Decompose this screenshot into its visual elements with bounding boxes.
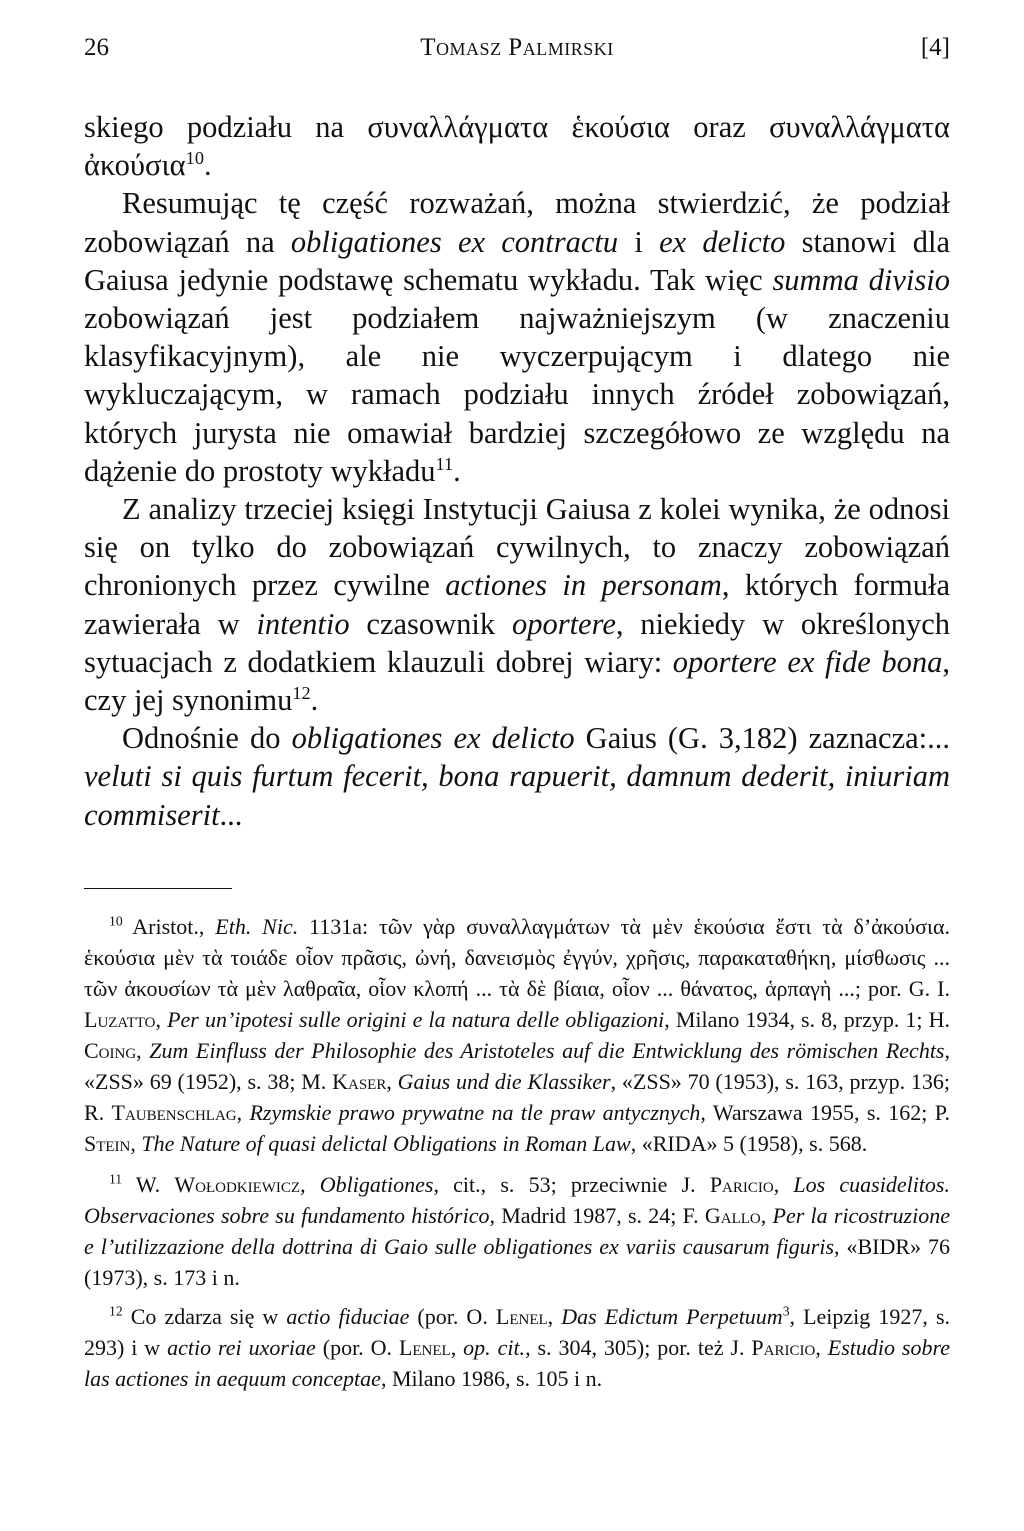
text-run: , (773, 1171, 794, 1197)
text-run: . (203, 148, 212, 183)
footnote-number: 10 (109, 913, 123, 929)
author-name: Paricio (751, 1334, 816, 1360)
text-run: 1131a: (298, 913, 380, 939)
italic-term: obligationes ex delicto (291, 721, 575, 756)
italic-term: ex delicto (659, 224, 786, 259)
text-run: , Leipzig 1927, s. 293) i w (84, 1303, 951, 1360)
text-run: , (155, 1006, 168, 1032)
footnote-10 (84, 911, 950, 1159)
italic-term: summa divisio (772, 262, 950, 297)
italic-term: obligationes ex contractu (290, 224, 619, 259)
text-run: Odnośnie do (122, 721, 292, 756)
author-name: Coing (84, 1037, 137, 1063)
text-run: , «ZSS» 69 (1952), s. 38; M. (84, 1037, 950, 1094)
greek-term: συναλλάγματα ἑκούσια (367, 110, 671, 144)
paragraph-3 (84, 490, 950, 719)
author-name: Stein (84, 1130, 131, 1156)
text-run: ... (219, 797, 243, 832)
footnote-number: 12 (109, 1303, 123, 1319)
text-run: , (136, 1037, 150, 1063)
paragraph-2 (84, 184, 950, 490)
author-name: Wołodkiewicz (174, 1171, 301, 1197)
italic-title: Zum Einfluss der Philosophie des Aristoteles auf die Entwicklung des römischen Rechts (149, 1037, 945, 1063)
italic-title: Per la ricostruzione e l’utilizzazione della dottrina di Gaio sulle obligationes ex variis causarum figuris (84, 1202, 950, 1259)
text-run: Z analizy trzeciej księgi Instytucji Gaiusa z kolei wynika, że odnosi się on tylko do zobowiązań cywilnych, to znaczy zobowiązań chronionych przez cywilne (84, 492, 950, 603)
paragraph-4 (84, 719, 950, 834)
text-run: Resumując tę część rozważań, można stwierdzić, że podział zobowiązań na (84, 186, 950, 259)
italic-term: oportere ex fide bona (672, 644, 943, 679)
text-run: ; por. G. I. (854, 975, 950, 1001)
text-run: , (815, 1334, 828, 1360)
running-title: Tomasz Palmirski (420, 34, 614, 61)
footnote-11 (84, 1169, 950, 1293)
text-run: , Madrid 1987, s. 24; F. (489, 1202, 705, 1228)
text-run: , «BIDR» 76 (1973), s. 173 i n. (84, 1233, 951, 1290)
text-run: , s. 304, 305); por. też J. (525, 1334, 752, 1360)
italic-title: The Nature of quasi delictal Obligations in Roman Law (141, 1130, 631, 1156)
author-name: Paricio (709, 1171, 774, 1197)
italic-title: Das Edictum Perpetuum (561, 1303, 783, 1329)
text-run: , «ZSS» 70 (1953), s. 163, przyp. 136; R. (84, 1068, 951, 1125)
text-run: , których formuła zawierała w (84, 568, 950, 641)
greek-term: συναλλάγματα ἀκούσια (84, 110, 950, 183)
text-run: W. (122, 1171, 175, 1197)
main-text (84, 108, 950, 834)
author-name: Lenel (398, 1334, 451, 1360)
document-page (84, 28, 950, 1402)
text-run: , (547, 1303, 562, 1329)
italic-term: actiones in personam (445, 568, 722, 603)
italic-title: op. cit. (463, 1334, 526, 1360)
author-name: Luzatto (84, 1006, 156, 1032)
text-run: zobowiązań jest podziałem najważniejszym (w znaczeniu klasyfikacyjnym), ale nie wyczerpującym i dlatego nie wykluczającym, w ramach podziału innych źródeł zobowiązań, których jurysta nie omawiał bardziej szczegółowo ze względu na dążenie do prostoty wykładu (84, 301, 950, 488)
italic-title: Los cuasidelitos. Observaciones sobre su fundamento histórico (84, 1171, 950, 1228)
text-run: (por. O. (315, 1334, 399, 1360)
footnote-ref-11[interactable]: 11 (435, 453, 454, 474)
text-run: Co zdarza się w (122, 1303, 287, 1329)
italic-quote: veluti si quis furtum fecerit, bona rapuerit, damnum dederit, iniuriam commiserit (84, 759, 950, 832)
text-run: , (130, 1130, 142, 1156)
italic-title: Per un’ipotesi sulle origini e la natura delle obligazioni (167, 1006, 665, 1032)
footnote-number: 11 (109, 1171, 123, 1187)
text-run: , Milano 1986, s. 105 i n. (380, 1365, 603, 1391)
text-run: , niekiedy w określonych sytuacjach z dodatkiem klauzuli dobrej wiary: (84, 606, 950, 679)
text-run: , (300, 1171, 320, 1197)
italic-title: Obligationes (319, 1171, 434, 1197)
text-run: , (386, 1068, 398, 1094)
italic-title: Rzymskie prawo prywatne na tle praw antycznych (249, 1099, 701, 1125)
footnote-separator (84, 888, 232, 889)
text-run: Gaius (G. 3,182) zaznacza:... (574, 721, 950, 756)
italic-title: Gaius und die Klassiker (397, 1068, 611, 1094)
text-run: . (310, 683, 319, 718)
italic-title: Estudio sobre las actiones in aequum conceptae (84, 1334, 950, 1391)
text-run: czasownik (349, 606, 512, 641)
text-run: , (236, 1099, 250, 1125)
text-run: oraz (670, 110, 770, 144)
text-run: , «RIDA» 5 (1958), s. 568. (630, 1130, 868, 1156)
italic-term: intentio (256, 606, 350, 641)
text-run: , (760, 1202, 773, 1228)
greek-quote: τῶν γὰρ συναλλαγμάτων τὰ μὲν ἑκούσια ἔστι τὰ δ’ἀκούσια. ἑκούσια μὲν τὰ τοιάδε οἷον πρᾶσις, ὠνή, δανεισμὸς ἐγγύν, χρῆσις, παρακαταθήκη, μίσθωσις ... τῶν ἀκουσίων τὰ μὲν λαθραῖα, οἷον κλοπή ... τὰ δὲ βίαια, οἷον ... θάνατος, ἁρπαγὴ ... (84, 913, 950, 1001)
italic-title: Eth. Nic. (215, 913, 299, 939)
author-name: Lenel (495, 1303, 548, 1329)
section-number: [4] (920, 34, 950, 61)
page-number: 26 (84, 34, 109, 61)
author-name: Taubenschlag (111, 1099, 237, 1125)
footnote-ref-10[interactable]: 10 (185, 148, 204, 169)
edition-superscript: 3 (782, 1303, 790, 1319)
text-run: . (453, 453, 461, 488)
footnotes (84, 911, 950, 1394)
author-name: Gallo (704, 1202, 761, 1228)
page-header (84, 28, 950, 68)
italic-title: actio fiduciae (286, 1303, 410, 1329)
text-run: Aristot., (122, 913, 216, 939)
text-run: , (450, 1334, 464, 1360)
italic-term: oportere (511, 606, 616, 641)
paragraph-1 (84, 108, 950, 184)
text-run: , cit., s. 53; przeciwnie J. (433, 1171, 710, 1197)
footnote-ref-12[interactable]: 12 (292, 682, 311, 703)
italic-title: actio rei uxoriae (167, 1334, 316, 1360)
text-run: (por. O. (409, 1303, 496, 1329)
text-run: skiego podziału na (84, 110, 368, 144)
text-run: i (618, 224, 660, 259)
author-name: Kaser (332, 1068, 387, 1094)
text-run: , Warszawa 1955, s. 162; P. (700, 1099, 950, 1125)
text-run: stanowi dla Gaiusa jedynie podstawę schematu wykładu. Tak więc (84, 224, 950, 297)
footnote-12 (84, 1301, 950, 1394)
text-run: , czy jej synonimu (84, 644, 950, 718)
text-run: , Milano 1934, s. 8, przyp. 1; H. (664, 1006, 951, 1032)
